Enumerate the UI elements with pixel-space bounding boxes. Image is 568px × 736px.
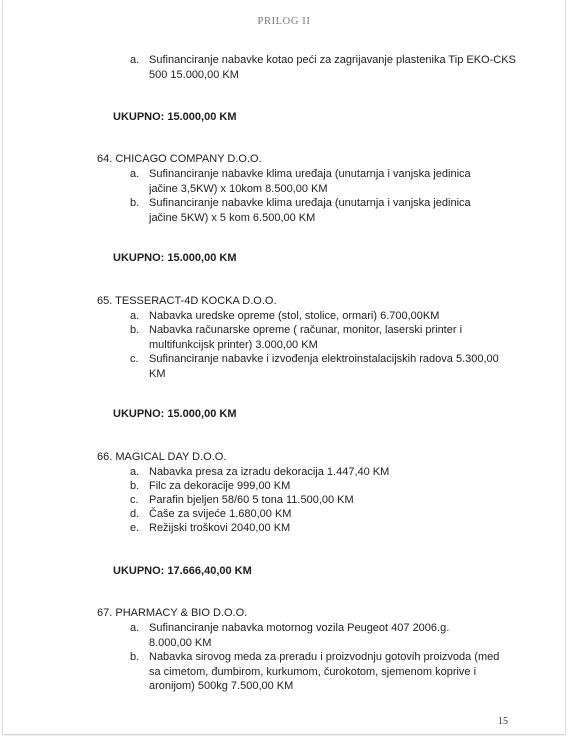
company-name: MAGICAL DAY D.O.O. <box>115 451 227 463</box>
list-item-text: Čaše za svijeće 1.680,00 KM <box>149 508 292 520</box>
list-letter: e. <box>130 522 140 534</box>
company-heading <box>97 295 277 307</box>
list-item-text: Režijski troškovi 2040,00 KM <box>149 522 291 534</box>
list-letter: b. <box>130 197 140 209</box>
list-letter: b. <box>130 651 140 663</box>
page-number: 15 <box>498 716 508 727</box>
page-header: PRILOG II <box>257 16 311 27</box>
company-number: 66. <box>97 451 113 463</box>
list-letter: a. <box>130 622 140 634</box>
company-name: CHICAGO COMPANY D.O.O. <box>115 153 262 165</box>
list-item-text: Nabavka uredske opreme (stol, stolice, ormari) 6.700,00KM <box>149 310 440 322</box>
company-number: 65. <box>97 295 113 307</box>
total-line: UKUPNO: 15.000,00 KM <box>113 111 237 123</box>
company-heading <box>97 607 247 619</box>
company-heading <box>97 153 262 165</box>
company-number: 67. <box>97 607 113 619</box>
company-heading <box>97 451 226 463</box>
total-line: UKUPNO: 15.000,00 KM <box>113 252 237 264</box>
list-letter: d. <box>130 508 140 520</box>
list-item-text: Nabavka računarske opreme ( računar, monitor, laserski printer i multifunkcijsk printer) 3.000,00 KM <box>149 324 463 351</box>
list-item-text: Sufinanciranje nabavke klima uređaja (unutarnja i vanjska jedinica jačine 5KW) x 5 kom 6.500,00 KM <box>149 197 471 224</box>
total-line: UKUPNO: 17.666,40,00 KM <box>113 565 252 577</box>
list-letter: b. <box>130 480 140 492</box>
list-letter: a. <box>130 54 140 66</box>
list-letter: a. <box>130 466 140 478</box>
list-item-text: Sufinanciranje nabavke i izvođenja elektroinstalacijskih radova 5.300,00 KM <box>149 353 499 380</box>
company-number: 64. <box>97 153 113 165</box>
total-line: UKUPNO: 15.000,00 KM <box>113 408 237 420</box>
list-item-text: Filc za dekoracije 999,00 KM <box>149 480 291 492</box>
list-letter: c. <box>130 353 139 365</box>
list-letter: a. <box>130 310 140 322</box>
list-item-text: Nabavka sirovog meda za preradu i proizvodnju gotovih proizvoda (med sa cimetom, đumbirom, kurkumom, čurokotom, sjemenom koprive i aronijom) 500kg 7.500,00 KM <box>149 651 500 692</box>
company-name: PHARMACY & BIO D.O.O. <box>115 607 248 619</box>
list-item-text: Sufinanciranje nabavka motornog vozila Peugeot 407 2006.g. 8.000,00 KM <box>149 622 450 649</box>
list-letter: a. <box>130 168 140 180</box>
list-item-text: Sufinanciranje nabavke klima uređaja (unutarnja i vanjska jedinica jačine 3,5KW) x 10kom 8.500,00 KM <box>149 168 471 195</box>
company-name: TESSERACT-4D KOCKA D.O.O. <box>115 295 277 307</box>
list-item-text: Parafin bjeljen 58/60 5 tona 11.500,00 KM <box>149 494 354 506</box>
list-letter: c. <box>130 494 139 506</box>
list-letter: b. <box>130 324 140 336</box>
list-item-text: Nabavka presa za izradu dekoracija 1.447,40 KM <box>149 466 390 478</box>
list-item-text: Sufinanciranje nabavke kotao peći za zagrijavanje plastenika Tip EKO-CKS 500 15.000,00 KM <box>149 54 516 81</box>
